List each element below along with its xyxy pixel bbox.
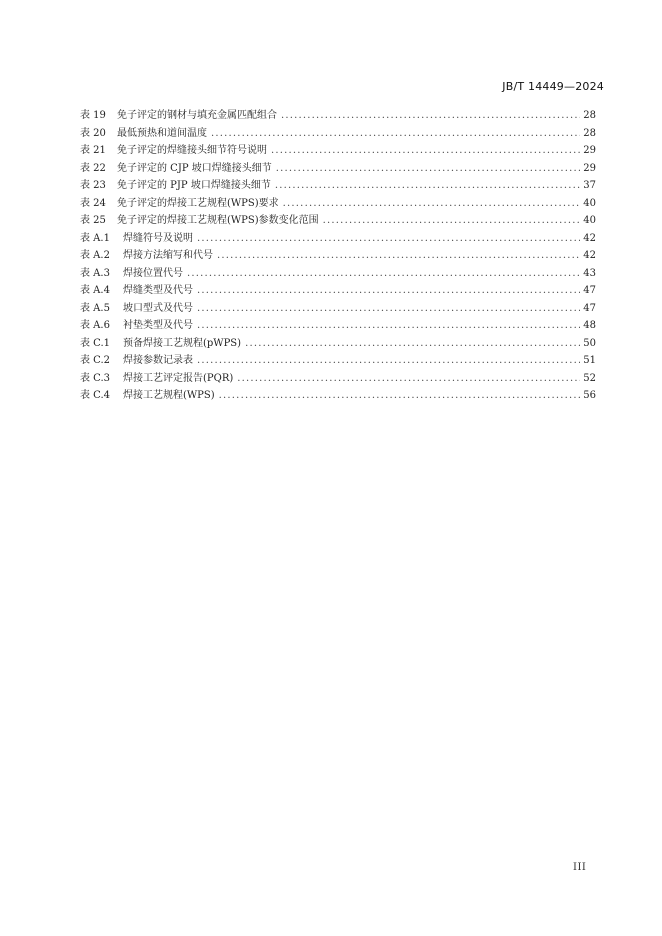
toc-entry-number: 表 22 [80, 162, 106, 174]
toc-entry-number: 表 A.4 [80, 285, 110, 296]
toc-entry [80, 352, 596, 370]
toc-entry-page: 43 [583, 267, 596, 279]
toc-entry-title: 焊接工艺规程(WPS) [123, 390, 215, 401]
toc-entry [80, 142, 596, 160]
toc-entry-number: 表 A.1 [80, 232, 110, 244]
standard-code: JB/T 14449—2024 [502, 80, 604, 93]
toc-entry-title: 预备焊接工艺规程(pWPS) [123, 337, 242, 349]
toc-entry [80, 300, 596, 318]
toc-dot-leader [275, 177, 580, 195]
toc-entry [80, 265, 596, 283]
toc-entry-number: 表 21 [80, 145, 106, 156]
toc-entry-page: 42 [583, 250, 596, 261]
toc-entry [80, 125, 596, 143]
toc-entry-number: 表 23 [80, 180, 106, 191]
toc-entry-page: 29 [583, 162, 596, 174]
toc-dot-leader [217, 247, 580, 265]
toc-dot-leader [271, 142, 580, 160]
toc-entry [80, 230, 596, 248]
toc-dot-leader [197, 282, 580, 300]
page-number: III [573, 862, 587, 873]
toc-entry-title: 免子评定的钢材与填充金属匹配组合 [117, 110, 277, 121]
toc-dot-leader [197, 352, 580, 370]
toc-entry-number: 表 19 [80, 110, 106, 121]
toc-entry-title: 焊缝类型及代号 [123, 285, 193, 296]
toc-entry-page: 47 [583, 302, 596, 314]
toc-entry-title: 焊接参数记录表 [123, 355, 193, 366]
toc-entry-page: 37 [583, 180, 596, 191]
toc-dot-leader [197, 317, 580, 335]
toc-entry-title: 免子评定的焊缝接头细节符号说明 [117, 145, 267, 156]
toc-entry [80, 387, 596, 405]
toc-dot-leader [237, 370, 580, 388]
toc-entry-number: 表 A.5 [80, 302, 110, 314]
toc-entry-number: 表 A.2 [80, 250, 110, 261]
toc-entry [80, 177, 596, 195]
toc-entry-number: 表 C.1 [80, 337, 111, 349]
toc-entry-number: 表 25 [80, 215, 106, 226]
faint-watermark [155, 905, 507, 919]
toc-entry-title: 免子评定的 CJP 坡口焊缝接头细节 [117, 162, 272, 174]
toc-entry-page: 29 [583, 145, 596, 156]
toc-dot-leader [219, 387, 581, 405]
toc-entry-title: 焊接工艺评定报告(PQR) [123, 372, 234, 384]
toc-entry [80, 282, 596, 300]
toc-dot-leader [276, 160, 581, 178]
toc-entry-number: 表 C.4 [80, 390, 111, 401]
toc-dot-leader [211, 125, 580, 143]
toc-entry-page: 28 [583, 127, 596, 139]
table-of-contents [80, 107, 596, 405]
toc-entry [80, 335, 596, 353]
toc-dot-leader [197, 230, 580, 248]
toc-entry-title: 焊接方法缩写和代号 [123, 250, 213, 261]
toc-entry [80, 107, 596, 125]
toc-dot-leader [281, 107, 580, 125]
toc-entry-page: 51 [583, 355, 596, 366]
toc-entry-title: 坡口型式及代号 [123, 302, 193, 314]
toc-entry [80, 317, 596, 335]
toc-entry [80, 212, 596, 230]
toc-entry-page: 42 [583, 232, 596, 244]
toc-entry [80, 160, 596, 178]
toc-entry-title: 焊接位置代号 [123, 267, 183, 279]
toc-dot-leader [283, 195, 581, 213]
toc-entry [80, 370, 596, 388]
toc-entry-number: 表 A.6 [80, 320, 110, 331]
toc-entry-page: 40 [583, 215, 596, 226]
toc-entry [80, 247, 596, 265]
toc-entry-number: 表 24 [80, 197, 106, 209]
toc-entry-title: 衬垫类型及代号 [123, 320, 193, 331]
toc-dot-leader [197, 300, 580, 318]
toc-entry-page: 28 [583, 110, 596, 121]
toc-entry-title: 免子评定的焊接工艺规程(WPS)参数变化范围 [117, 215, 319, 226]
toc-entry-number: 表 C.2 [80, 355, 111, 366]
toc-entry-number: 表 A.3 [80, 267, 110, 279]
toc-dot-leader [323, 212, 581, 230]
toc-dot-leader [245, 335, 580, 353]
toc-entry-page: 47 [583, 285, 596, 296]
toc-entry-page: 48 [583, 320, 596, 331]
toc-entry-number: 表 C.3 [80, 372, 111, 384]
toc-dot-leader [187, 265, 580, 283]
toc-entry [80, 195, 596, 213]
toc-entry-title: 焊缝符号及说明 [123, 232, 193, 244]
toc-entry-title: 免子评定的焊接工艺规程(WPS)要求 [117, 197, 279, 209]
toc-entry-page: 50 [583, 337, 596, 349]
toc-entry-title: 免子评定的 PJP 坡口焊缝接头细节 [117, 180, 271, 191]
toc-entry-page: 52 [583, 372, 596, 384]
toc-entry-page: 40 [583, 197, 596, 209]
toc-entry-number: 表 20 [80, 127, 106, 139]
toc-entry-title: 最低预热和道间温度 [117, 127, 207, 139]
toc-entry-page: 56 [583, 390, 596, 401]
